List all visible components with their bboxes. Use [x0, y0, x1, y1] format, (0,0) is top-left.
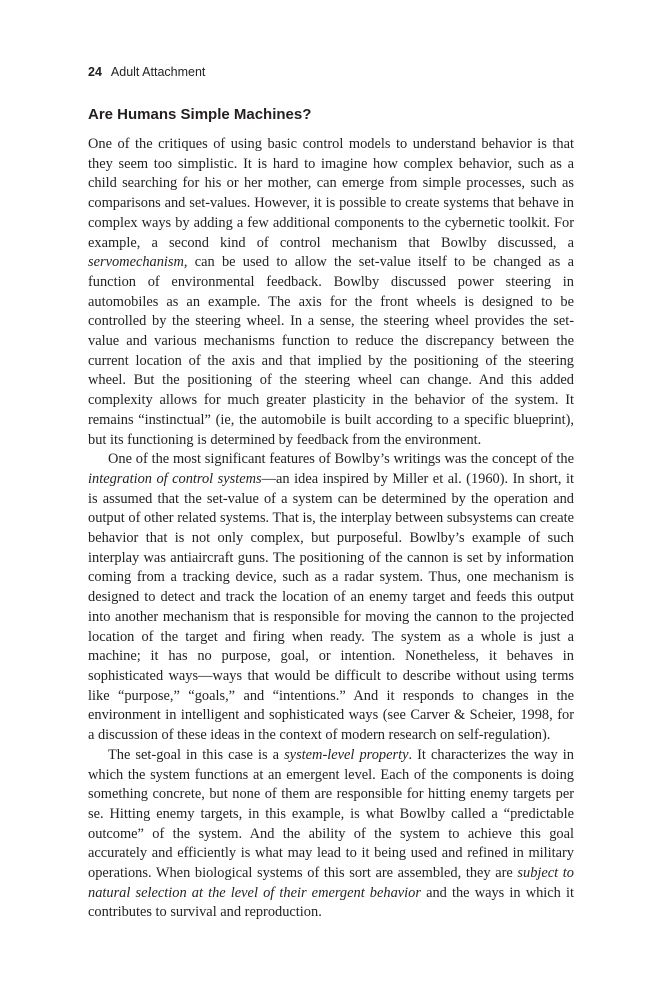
term-system-level-property: system-level property: [284, 746, 409, 763]
running-title: Adult Attachment: [110, 65, 206, 79]
paragraph-2-text-cont: —an idea inspired by Miller et al. (1960). In short, it is assumed that the set-value of a system can be determined by the operation and output of other related systems. That is, the interplay between subsystems can create behavior that is not only complex, but purposeful. Bowlby’s example of such interplay was antiaircraft guns. The positioning of the cannon is set by information coming from a tracking device, such as a radar system. Thus, one mechanism is designed to detect and track the location of an enemy target and feeds this output into another mechanism that is responsible for moving the cannon to the projected location of the target and firing when ready. The system as a whole is just a machine; it has no purpose, goal, or intention. Nonetheless, it behaves in sophisticated ways—ways that would be difficult to describe without using terms like “purpose,” “goals,” and “intentions.” And it responds to changes in the environment in intelligent and sophisticated ways (see Carver & Scheier, 1998, for a discussion of these ideas in the context of modern research on self-regulation).: [88, 470, 574, 744]
term-integration-of-control-systems: integration of control systems: [88, 470, 262, 487]
term-servomechanism: servomechanism: [88, 254, 184, 271]
paragraph-2: [88, 450, 574, 746]
page-number: 24: [88, 65, 102, 79]
paragraph-1-text-cont: , can be used to allow the set-value itself to be changed as a function of environmental feedback. Bowlby discussed power steering in automobiles as an example. The axis for the front wheels is designed to be controlled by the steering wheel. In a sense, the steering wheel provides the set-value and various mechanisms function to reduce the discrepancy between the current location of the axis and that implied by the positioning of the steering wheel. But the positioning of the steering wheel can change. And this added complexity allows for much greater plasticity in the behavior of the system. It remains “instinctual” (ie, the automobile is built according to a specific blueprint), but its functioning is determined by feedback from the environment.: [88, 254, 574, 448]
paragraph-3: [88, 746, 574, 923]
body-text: [88, 135, 574, 923]
section-heading: Are Humans Simple Machines?: [88, 106, 312, 123]
running-head: [88, 64, 574, 80]
paragraph-3-text: The set-goal in this case is a: [108, 746, 285, 763]
paragraph-2-text: One of the most significant features of Bowlby’s writings was the concept of the: [108, 451, 574, 468]
term-natural-selection-emergent-behavior: subject to natural selection at the level of their emergent behavior: [88, 865, 574, 901]
paragraph-3-text-end: and the ways in which it contributes to survival and reproduction.: [88, 884, 574, 921]
paragraph-3-text-cont: . It characterizes the way in which the system functions at an emergent level. Each of the components is doing something concrete, but none of them are responsible for hitting enemy targets per se. Hitting enemy targets, in this example, is what Bowlby called a “predictable outcome” of the system. And the ability of the system to achieve this goal accurately and efficiently is what may lead to it being used and refined in military operations. When biological systems of this sort are assembled, they are: [88, 746, 574, 882]
paragraph-1-text: One of the critiques of using basic control models to understand behavior is that they seem too simplistic. It is hard to imagine how complex behavior, such as a child searching for his or her mother, can emerge from simple processes, such as comparisons and set-values. However, it is possible to create systems that behave in complex ways by adding a few additional components to the cybernetic toolkit. For example, a second kind of control mechanism that Bowlby discussed, a: [88, 136, 574, 251]
paragraph-1: [88, 135, 574, 450]
book-page: [88, 64, 574, 923]
